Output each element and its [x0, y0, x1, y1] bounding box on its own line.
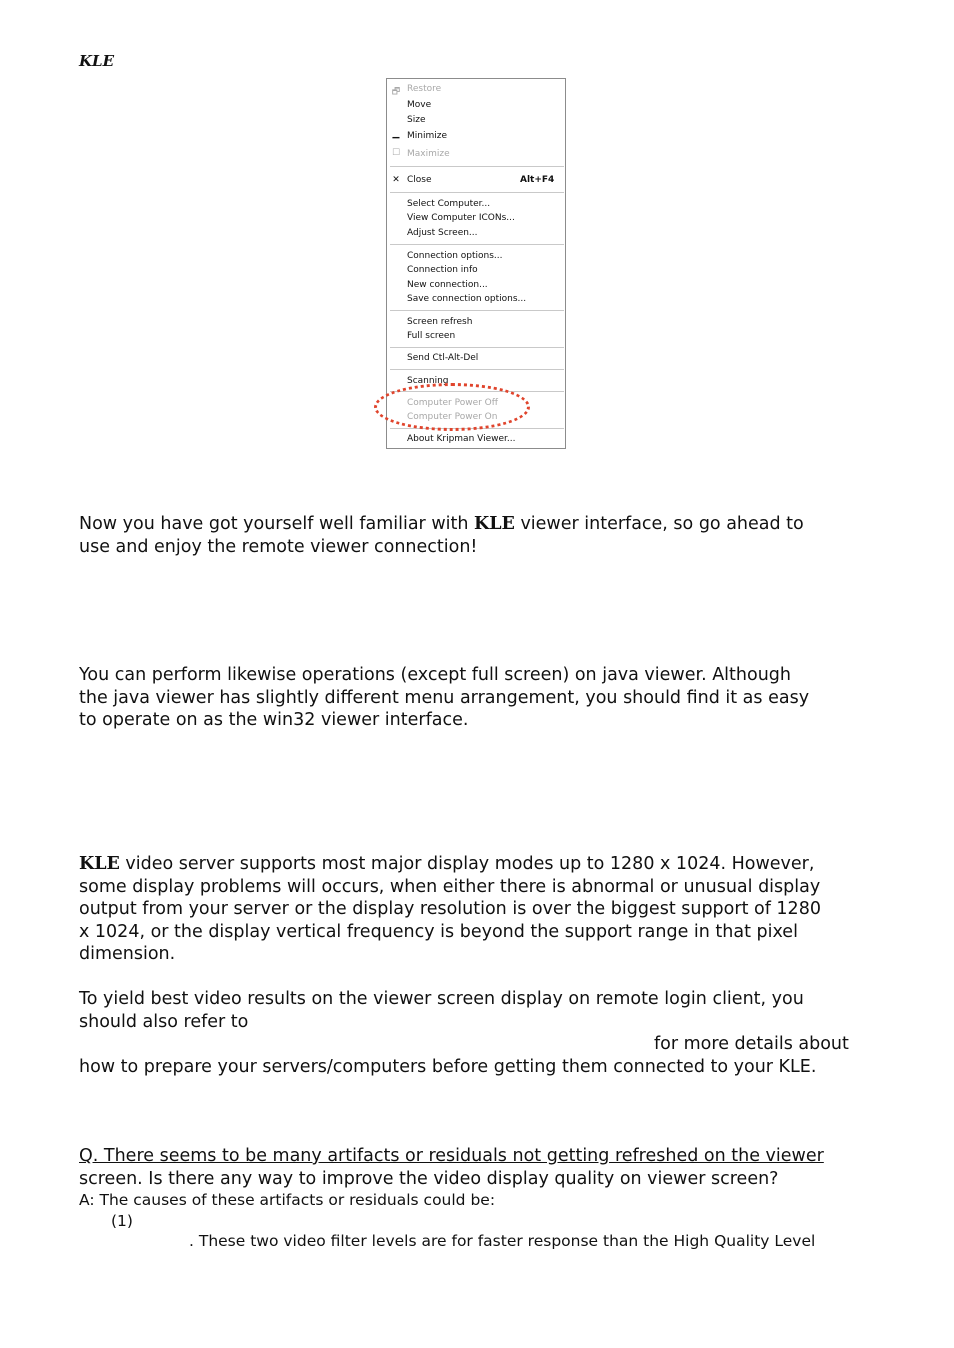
- paragraph-line: [79, 513, 879, 536]
- close-icon: ✕: [392, 175, 400, 185]
- menu-item-maximize[interactable]: Maximize: [407, 149, 450, 159]
- power-items-highlight-oval: [374, 383, 530, 431]
- menu-item-restore[interactable]: Restore: [407, 84, 442, 94]
- menu-item-full-screen[interactable]: Full screen: [407, 331, 456, 341]
- menu-separator: [390, 347, 564, 348]
- menu-item-screen-refresh[interactable]: Screen refresh: [407, 317, 473, 327]
- close-shortcut: Alt+F4: [520, 175, 555, 185]
- menu-separator: [390, 192, 564, 193]
- menu-item-connection-options[interactable]: Connection options...: [407, 251, 503, 261]
- paragraph-line: You can perform likewise operations (except full screen) on java viewer. Although: [79, 665, 791, 685]
- text-span: viewer interface, so go ahead to: [514, 514, 804, 534]
- faq-answer: [79, 1190, 879, 1252]
- paragraph-line: [79, 853, 879, 876]
- menu-item-computer-power-on[interactable]: Computer Power On: [407, 412, 498, 422]
- paragraph-line: some display problems will occurs, when either there is abnormal or unusual display: [79, 876, 821, 897]
- menu-separator: [390, 166, 564, 167]
- menu-item-move[interactable]: Move: [407, 100, 432, 110]
- paragraph-line: x 1024, or the display vertical frequency is beyond the support range in that pixel: [79, 921, 798, 942]
- paragraph-line: for more details about: [654, 1034, 849, 1055]
- menu-separator: [390, 369, 564, 370]
- paragraph-line: To yield best video results on the viewer screen display on remote login client, you: [79, 989, 804, 1009]
- paragraph-display-modes: [79, 853, 879, 966]
- paragraph-line: Q. There seems to be many artifacts or residuals not getting refreshed on the viewer: [79, 1146, 824, 1166]
- brand-name: KLE: [79, 854, 120, 874]
- menu-item-adjust-screen[interactable]: Adjust Screen...: [407, 228, 478, 238]
- paragraph-best-video: [79, 988, 879, 1078]
- paragraph-familiar: [79, 513, 879, 558]
- paragraph-line: the java viewer has slightly different menu arrangement, you should find it as easy: [79, 687, 810, 708]
- paragraph-line: to operate on as the win32 viewer interface.: [79, 710, 469, 731]
- menu-item-about[interactable]: About Kripman Viewer...: [407, 434, 516, 444]
- menu-item-scanning[interactable]: Scanning: [407, 376, 449, 386]
- paragraph-line: use and enjoy the remote viewer connection!: [79, 536, 478, 557]
- paragraph-line: . These two video filter levels are for faster response than the High Quality Level: [189, 1232, 816, 1250]
- paragraph-line: output from your server or the display resolution is over the biggest support of 1280: [79, 899, 821, 920]
- paragraph-line: should also refer to: [79, 1011, 249, 1032]
- menu-item-select-computer[interactable]: Select Computer...: [407, 199, 491, 209]
- menu-item-close[interactable]: Close: [407, 175, 432, 185]
- restore-icon: 🗗: [391, 87, 401, 97]
- menu-item-new-connection[interactable]: New connection...: [407, 280, 488, 290]
- paragraph-line: A: The causes of these artifacts or residuals could be:: [79, 1191, 496, 1209]
- menu-item-size[interactable]: Size: [407, 115, 426, 125]
- menu-separator: [390, 244, 564, 245]
- menu-item-computer-power-off[interactable]: Computer Power Off: [407, 398, 498, 408]
- faq-question: [79, 1145, 889, 1190]
- brand-name: KLE: [474, 514, 515, 534]
- text-span: Now you have got yourself well familiar with: [79, 514, 475, 534]
- menu-item-save-connection-options[interactable]: Save connection options...: [407, 294, 527, 304]
- text-span: video server supports most major display modes up to 1280 x 1024. However,: [119, 854, 815, 874]
- menu-item-view-computer-icons[interactable]: View Computer ICONs...: [407, 213, 515, 223]
- paragraph-line: dimension.: [79, 944, 176, 965]
- menu-separator: [390, 310, 564, 311]
- menu-item-connection-info[interactable]: Connection info: [407, 265, 478, 275]
- header-brand: KLE: [79, 52, 115, 70]
- menu-item-minimize[interactable]: Minimize: [407, 131, 447, 141]
- minimize-icon: ▁: [392, 129, 400, 139]
- list-item-number: (1): [111, 1211, 133, 1230]
- paragraph-line: screen. Is there any way to improve the video display quality on viewer screen?: [79, 1168, 779, 1189]
- maximize-icon: ☐: [391, 148, 401, 158]
- menu-item-send-ctl-alt-del[interactable]: Send Ctl-Alt-Del: [407, 353, 479, 363]
- paragraph-java-viewer: [79, 664, 879, 732]
- paragraph-line: how to prepare your servers/computers before getting them connected to your KLE.: [79, 1056, 817, 1077]
